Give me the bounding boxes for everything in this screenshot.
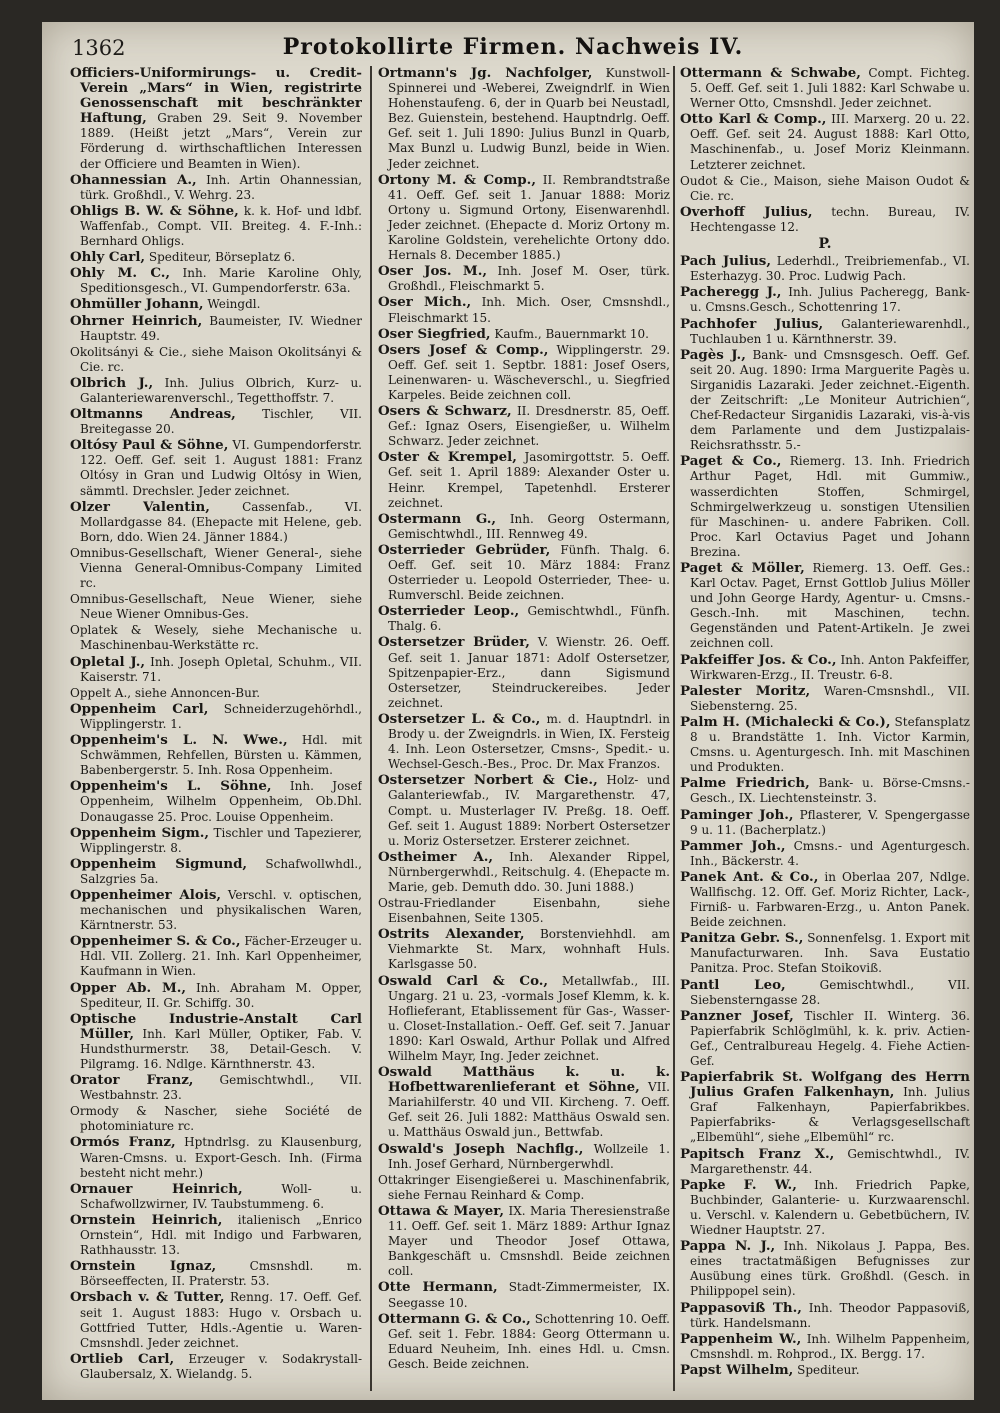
firm-entry — [70, 66, 362, 172]
firm-name: Officiers-Uniformirungs- u. Credit-Verein „Mars“ in Wien, registrirte Genossenschaft mit beschränkter Haftung, — [70, 66, 362, 127]
firm-details: Kunstwoll-Spinnerei und -Weberei, Zweigndrlf. in Wien Hohenstaufeng. 6, der in Quarb bei Neustadl, Bez. Guienstein, bestehend. Hauptndrlg. Oeff. Gef. seit 1. Juli 1890: Julius Bunzl in Quarb, Max Bunzl u. Ludwig Bunzl, beide in Wien. Jeder zeichnet. — [388, 66, 670, 171]
firm-entry — [680, 454, 970, 560]
firm-name: Panitza Gebr. S., — [680, 930, 804, 947]
firm-entry — [378, 173, 670, 264]
firm-entry — [70, 623, 362, 653]
firm-entry — [680, 1178, 970, 1238]
firm-details: Lederhdl., Treibriemenfab., VI. Esterhazyg. 30. Proc. Ludwig Pach. — [690, 254, 970, 284]
firm-name: Ostersetzer Norbert & Cie., — [378, 772, 598, 789]
firm-details: Hptndrlsg. zu Klausenburg, Waren-Cmsns. u. Export-Gesch. Inh. (Firma besteht nicht mehr.) — [80, 1135, 362, 1180]
firm-entry — [378, 712, 670, 772]
firm-name: Ornstein Heinrich, — [70, 1211, 223, 1228]
firm-entry — [70, 1012, 362, 1072]
firm-name: Ottawa & Mayer, — [378, 1202, 505, 1219]
firm-entry — [70, 345, 362, 375]
firm-details: Inh. Josef Oppenheim, Wilhelm Oppenheim, Ob.Dhl. Donaugasse 25. Proc. Louise Oppenheim. — [80, 779, 362, 824]
firm-name: Oppenheim's L. Söhne, — [70, 778, 272, 795]
column-left — [70, 66, 362, 1391]
firm-name: Papitsch Franz X., — [680, 1145, 835, 1162]
firm-details: m. d. Hauptndrl. in Brody u. der Zweigndrls. in Wien, IX. Fersteig 4. Inh. Leon Ostersetzer, Cmsns-, Spedit.- u. Wechsel-Gesch.-Bes., Proc. Dr. Max Franzos. — [388, 711, 670, 772]
firm-details: Inh. Anton Pakfeiffer, Wirkwaren-Erzg., II. Treustr. 6-8. — [690, 652, 970, 682]
firm-name: Panzner Josef, — [680, 1007, 794, 1024]
firm-name: Pammer Joh., — [680, 837, 786, 854]
firm-details: Wollzeile 1. Inh. Josef Gerhard, Nürnbergerwhdl. — [388, 1141, 670, 1171]
section-letter: P. — [818, 236, 832, 253]
firm-details: Weingdl. — [207, 297, 261, 312]
firm-entry — [70, 407, 362, 437]
firm-details: Ormody & Nascher, siehe Société de photominiature rc. — [70, 1104, 362, 1134]
column-right — [680, 66, 970, 1391]
firm-details: Borstenviehhdl. am Viehmarkte St. Marx, wohnhaft Huls. Karlsgasse 50. — [388, 927, 670, 972]
firm-details: italienisch „Enrico Ornstein“, Hdl. mit Indigo und Farbwaren, Rathhausstr. 13. — [80, 1212, 362, 1258]
firm-details: IX. Maria Theresienstraße 11. Oeff. Gef. seit 1. März 1889: Arthur Ignaz Mayer und Theodor Josef Ottawa, Bankgeschäft u. Cmsnshdl. Beide zeichnen coll. — [388, 1203, 670, 1279]
firm-details: Stadt-Zimmermeister, IX. Seegasse 10. — [388, 1280, 670, 1310]
firm-details: Inh. Georg Ostermann, Gemischtwhdl., III. Rennweg 49. — [388, 511, 670, 541]
firm-name: Oppenheim Carl, — [70, 700, 209, 717]
firm-details: Inh. Marie Karoline Ohly, Speditionsgesch., VI. Gumpendorferstr. 63a. — [80, 266, 362, 296]
firm-entry — [378, 512, 670, 542]
firm-details: Cmsnshdl. m. Börseeffecten, II. Praterstr. 53. — [80, 1259, 362, 1289]
firm-details: Schafwollwhdl., Salzgries 5a. — [80, 856, 362, 886]
firm-details: Wipplingerstr. 29. Oeff. Gef. seit 1. Septbr. 1881: Josef Osers, Leinenwaren- u. Wäscheverschl., u. Siegfried Karpeles. Beide zeichnen coll. — [388, 342, 670, 402]
firm-entry — [70, 1104, 362, 1134]
firm-name: Oser Mich., — [378, 294, 472, 311]
firm-details: Spediteur. — [797, 1362, 860, 1377]
firm-entry — [680, 839, 970, 869]
firm-details: Gemischtwhdl., VII. Westbahnstr. 23. — [80, 1073, 362, 1103]
firm-details: Inh. Theodor Pappasoviß, türk. Handelsmann. — [690, 1300, 970, 1330]
firm-details: in Oberlaa 207, Ndlge. Wallfischg. 12. Off. Gef. Moriz Richter, Lack-, Firniß- u. Farbwaren-Erzg., u. Anton Panek. Beide zeichnen. — [690, 869, 970, 930]
firm-details: Cmsns.- und Agenturgesch. Inh., Bäckerstr. 4. — [690, 838, 970, 868]
firm-entry — [378, 850, 670, 895]
firm-name: Ostersetzer L. & Co., — [378, 710, 541, 727]
firm-entry — [680, 1070, 970, 1145]
firm-details: Okolitsányi & Cie., siehe Maison Okolitsányi & Cie. rc. — [70, 344, 362, 374]
firm-name: Ottermann G. & Co., — [378, 1310, 531, 1327]
firm-details: Stefansplatz 8 u. Brandstätte 1. Inh. Victor Karmin, Cmsns. u. Agenturgesch. Inh. mit Maschinen und Produkten. — [690, 714, 970, 775]
firm-name: Otte Hermann, — [378, 1279, 498, 1296]
firm-name: Opletal J., — [70, 653, 146, 670]
firm-name: Orsbach v. & Tutter, — [70, 1289, 225, 1306]
firm-details: Schottenring 10. Oeff. Gef. seit 1. Febr. 1884: Georg Ottermann u. Eduard Neuheim, Inh. eines Hdl. u. Cmsn. Gesch. Beide zeichnen. — [388, 1311, 670, 1371]
firm-details: Tischler II. Winterg. 36. Papierfabrik Schlöglmühl, k. k. priv. Actien-Gef., Centralbureau Hegelg. 4. Fiehe Actien-Gef. — [690, 1008, 970, 1068]
firm-name: Ohly M. C., — [70, 265, 171, 282]
firm-entry — [70, 686, 362, 701]
firm-details: Fünfh. Thalg. 6. Oeff. Gef. seit 10. März 1884: Franz Osterrieder u. Leopold Osterrieder, Thee- u. Rumverschl. Beide zeichnen. — [388, 542, 670, 603]
firm-name: Papst Wilhelm, — [680, 1361, 794, 1378]
firm-entry — [378, 974, 670, 1065]
firm-entry — [70, 204, 362, 249]
firm-name: Ornstein Ignaz, — [70, 1258, 217, 1275]
firm-details: VII. Mariahilferstr. 40 und VII. Kircheng. 7. Oeff. Gef. seit 26. Juli 1882: Matthäus Oswald sen. u. Matthäus Oswald jun., Bettwfab. — [388, 1080, 670, 1140]
firm-entry — [70, 981, 362, 1011]
firm-entry — [70, 592, 362, 622]
firm-details: Oplatek & Wesely, siehe Mechanische u. Maschinenbau-Werkstätte rc. — [70, 623, 362, 653]
firm-name: Olzer Valentin, — [70, 498, 210, 515]
firm-name: Paget & Möller, — [680, 560, 805, 576]
firm-details: Inh. Nikolaus J. Pappa, Bes. eines tractatmäßigen Befugnisses zur Ausübung eines türk. Großhdl. (Gesch. in Philippopel sein). — [690, 1239, 970, 1299]
firm-name: Pantl Leo, — [680, 976, 786, 993]
firm-entry — [680, 1239, 970, 1299]
firm-details: Galanteriewarenhdl., Tuchlauben 1 u. Kärnthnerstr. 39. — [690, 316, 970, 346]
firm-details: Ostrau-Friedlander Eisenbahn, siehe Eisenbahnen, Seite 1305. — [378, 896, 670, 926]
firm-entry — [378, 1312, 670, 1372]
firm-details: Woll- u. Schafwollzwirner, IV. Taubstummeng. 6. — [80, 1181, 362, 1211]
firm-details: Fächer-Erzeuger u. Hdl. VII. Zollerg. 21. Inh. Karl Oppenheimer, Kaufmann in Wien. — [80, 934, 362, 979]
firm-name: Overhoff Julius, — [680, 203, 813, 220]
firm-name: Ortlieb Carl, — [70, 1350, 175, 1367]
firm-entry — [378, 635, 670, 710]
firm-name: Ortmann's Jg. Nachfolger, — [378, 66, 593, 81]
firm-entry — [70, 655, 362, 685]
firm-name: Ottermann & Schwabe, — [680, 66, 861, 81]
firm-name: Ormós Franz, — [70, 1134, 176, 1151]
firm-entry — [680, 653, 970, 683]
firm-name: Pappasoviß Th., — [680, 1299, 802, 1316]
firm-name: Olbrich J., — [70, 374, 154, 391]
firm-name: Ortony M. & Comp., — [378, 171, 536, 188]
firm-details: Schneiderzugehörhdl., Wipplingerstr. 1. — [80, 701, 362, 731]
firm-entry — [70, 888, 362, 933]
firm-name: Oster & Krempel, — [378, 449, 517, 466]
firm-name: Pachhofer Julius, — [680, 315, 824, 332]
firm-details: Baumeister, IV. Wiedner Hauptstr. 49. — [80, 313, 362, 343]
firm-name: Ornauer Heinrich, — [70, 1180, 243, 1197]
firm-name: Palester Moritz, — [680, 682, 811, 699]
firm-entry — [70, 1352, 362, 1382]
firm-details: Waren-Cmsnshdl., VII. Siebensterng. 25. — [690, 683, 970, 713]
firm-entry — [70, 1213, 362, 1258]
firm-entry — [70, 779, 362, 824]
firm-name: Osers & Schwarz, — [378, 403, 512, 420]
firm-name: Osers Josef & Comp., — [378, 341, 549, 358]
firm-entry — [378, 450, 670, 510]
firm-details: V. Wienstr. 26. Oeff. Gef. seit 1. Januar 1871: Adolf Ostersetzer, Spitzenpapier-Erz., dann Sigismund Ostersetzer, Steindruckereibes. Jeder zeichnet. — [388, 635, 670, 710]
firm-name: Oswald Carl & Co., — [378, 972, 549, 989]
firm-entry — [680, 348, 970, 454]
firm-details: Sonnenfelsg. 1. Export mit Manufacturwaren. Inh. Sava Eustatio Panitza. Proc. Stefan Stoikoviß. — [690, 931, 970, 976]
firm-entry — [378, 327, 670, 342]
firm-details: techn. Bureau, IV. Hechtengasse 12. — [690, 204, 970, 234]
firm-details: Kaufm., Bauernmarkt 10. — [494, 326, 649, 341]
firm-details: Metallwfab., III. Ungarg. 21 u. 23, -vormals Josef Klemm, k. k. Hoflieferant, Etablissement für Gas-, Wasser- u. Closet-Installation.- Oeff. Gef. seit 7. Januar 1890: Karl Oswald, Arthur Pollak und Alfred Wilhelm Mayr, Ing. Jeder zeichnet. — [388, 973, 670, 1063]
firm-entry — [680, 1009, 970, 1069]
firm-entry — [680, 317, 970, 347]
firm-entry — [378, 927, 670, 972]
firm-entry — [680, 978, 970, 1008]
firm-entry — [70, 314, 362, 344]
firm-details: Jasomirgottstr. 5. Oeff. Gef. seit 1. April 1889: Alexander Oster u. Heinr. Krempel, Tapetenhdl. Ersterer zeichnet. — [388, 450, 670, 510]
firm-name: Optische Industrie-Anstalt Carl Müller, — [70, 1010, 362, 1042]
firm-details: Renng. 17. Oeff. Gef. seit 1. August 1883: Hugo v. Orsbach u. Gottfried Tutter, Hdls.-Agentie u. Waren-Cmsnshdl. Jeder zeichnet. — [80, 1290, 362, 1350]
firm-entry — [70, 250, 362, 265]
firm-details: Inh. Julius Olbrich, Kurz- u. Galanteriewarenverschl., Tegetthoffstr. 7. — [80, 375, 362, 405]
firm-entry — [70, 826, 362, 856]
page-header — [72, 32, 954, 68]
firm-details: Compt. Fichteg. 5. Oeff. Gef. seit 1. Juli 1882: Karl Schwabe u. Werner Otto, Cmsnshdl. Jeder zeichnet. — [690, 66, 970, 111]
firm-details: Graben 29. Seit 9. November 1889. (Heißt jetzt „Mars“, Verein zur Förderung d. wirthschaftlichen Interessen der Officiere und Beamten in Wien). — [80, 111, 362, 171]
firm-entry — [70, 500, 362, 545]
column-middle — [378, 66, 670, 1391]
firm-name: Oltósy Paul & Söhne, — [70, 437, 229, 454]
firm-entry — [70, 857, 362, 887]
firm-details: Inh. Abraham M. Opper, Spediteur, II. Gr. Schiffg. 30. — [80, 980, 362, 1010]
firm-entry — [70, 1290, 362, 1350]
firm-name: Pagès J., — [680, 346, 746, 363]
firm-entry — [70, 376, 362, 406]
firm-details: Inh. Artin Ohannessian, türk. Großhdl., V. Wehrg. 23. — [80, 172, 362, 202]
firm-name: Palme Friedrich, — [680, 775, 810, 792]
firm-entry — [680, 808, 970, 838]
firm-entry — [378, 1173, 670, 1203]
firm-details: Bank- u. Börse-Cmsns.-Gesch., IX. Liechtensteinstr. 3. — [690, 776, 970, 806]
firm-name: Oppenheim Sigmund, — [70, 855, 248, 872]
firm-entry — [378, 66, 670, 172]
firm-name: Pappa N. J., — [680, 1238, 776, 1255]
firm-details: Gemischtwhdl., Fünfh. Thalg. 6. — [388, 604, 670, 634]
firm-name: Osterrieder Gebrüder, — [378, 541, 551, 558]
columns — [70, 66, 970, 1391]
column-rule — [673, 66, 675, 1391]
firm-entry — [680, 684, 970, 714]
firm-details: Inh. Friedrich Papke, Buchbinder, Galanterie- u. Kurzwaarenschl. u. Verschl. v. Kalendern u. Gebetbüchern, IV. Wiedner Hauptstr. 27. — [690, 1177, 970, 1238]
firm-entry — [70, 546, 362, 591]
firm-name: Ohly Carl, — [70, 249, 146, 266]
firm-details: Hdl. mit Schwämmen, Rehfellen, Bürsten u. Kämmen, Babenbergerstr. 5. Inh. Rosa Oppenheim. — [80, 733, 362, 778]
firm-details: Spediteur, Börseplatz 6. — [148, 250, 296, 265]
firm-entry — [378, 343, 670, 403]
firm-entry — [378, 1142, 670, 1172]
firm-entry — [378, 295, 670, 325]
firm-name: Oppenheim's L. N. Wwe., — [70, 732, 288, 749]
firm-name: Ohligs B. W. & Söhne, — [70, 202, 239, 219]
firm-name: Pacheregg J., — [680, 284, 782, 301]
firm-details: Riemerg. 13. Oeff. Ges.: Karl Octav. Paget, Ernst Gottlob Julius Möller und John George Hardy, Agentur- u. Cmsns.-Gesch.-Inh. mit Maschinen, techn. Gegenständen und Patent-Artikeln. Je zwei zeichnen coll. — [690, 561, 970, 651]
firm-entry — [680, 931, 970, 976]
firm-details: Inh. Josef M. Oser, türk. Großhdl., Fleischmarkt 5. — [388, 264, 670, 294]
firm-details: Inh. Joseph Opletal, Schuhm., VII. Kaiserstr. 71. — [80, 654, 362, 684]
firm-details: Tischler, VII. Breitegasse 20. — [80, 407, 362, 437]
firm-details: Holz- und Galanteriewfab., IV. Margarethenstr. 47, Compt. u. Musterlager IV. Preßg. 18. Oeff. Gef. seit 1. August 1889: Norbert Ostersetzer u. Moriz Ostersetzer. Ersterer zeichnet. — [388, 773, 670, 848]
firm-name: Ostermann G., — [378, 510, 497, 527]
firm-details: Tischler und Tapezierer, Wipplingerstr. 8. — [80, 825, 362, 855]
firm-name: Otto Karl & Comp., — [680, 111, 827, 128]
firm-details: III. Marxerg. 20 u. 22. Oeff. Gef. seit 24. August 1888: Karl Otto, Maschinenfab., u. Josef Moriz Kleinmann. Letzterer zeichnet. — [690, 112, 970, 172]
firm-name: Oppenheimer Alois, — [70, 886, 222, 903]
firm-name: Palm H. (Michalecki & Co.), — [680, 713, 891, 730]
firm-entry — [680, 174, 970, 204]
firm-entry — [680, 870, 970, 930]
firm-entry — [70, 733, 362, 778]
firm-entry — [70, 438, 362, 498]
firm-details: Omnibus-Gesellschaft, Wiener General-, siehe Vienna General-Omnibus-Company Limited rc. — [70, 545, 362, 591]
firm-details: Verschl. v. optischen, mechanischen und physikalischen Waren, Kärntnerstr. 53. — [80, 887, 362, 933]
page-number: 1362 — [72, 36, 126, 60]
firm-details: VI. Gumpendorferstr. 122. Oeff. Gef. seit 1. August 1881: Franz Oltósy in Gran und Ludwig Oltósy in Wien, sämmtl. Drechsler. Jeder zeichnet. — [80, 438, 362, 498]
firm-details: k. k. Hof- und ldbf. Waffenfab., Compt. VII. Breiteg. 4. F.-Inh.: Bernhard Ohligs. — [80, 203, 362, 249]
firm-details: Inh. Julius Pacheregg, Bank- u. Cmsns.Gesch., Schottenring 17. — [690, 285, 970, 315]
firm-name: Pakfeiffer Jos. & Co., — [680, 651, 837, 668]
firm-name: Orator Franz, — [70, 1072, 194, 1089]
directory-page — [42, 22, 974, 1400]
firm-entry — [378, 896, 670, 926]
firm-entry — [680, 205, 970, 235]
firm-entry — [680, 561, 970, 652]
firm-entry — [70, 173, 362, 203]
firm-name: Oppenheim Sigm., — [70, 824, 210, 841]
firm-name: Ostersetzer Brüder, — [378, 634, 530, 651]
firm-name: Ohrner Heinrich, — [70, 312, 203, 329]
firm-entry — [680, 776, 970, 806]
firm-name: Pappenheim W., — [680, 1330, 802, 1347]
firm-details: Omnibus-Gesellschaft, Neue Wiener, siehe Neue Wiener Omnibus-Ges. — [70, 592, 362, 622]
firm-details: II. Rembrandtstraße 41. Oeff. Gef. seit 1. Januar 1888: Moriz Ortony u. Sigmund Ortony, Eisenwarenhdl. Jeder zeichnet. (Ehepacte d. Moriz Ortony m. Karoline Goldstein, verehelichte Ortony ddo. Hernals 8. December 1885.) — [388, 172, 670, 263]
running-title: Protokollirte Firmen. Nachweis IV. — [282, 34, 744, 60]
firm-details: Oppelt A., siehe Annoncen-Bur. — [70, 685, 261, 700]
firm-name: Oltmanns Andreas, — [70, 406, 236, 423]
firm-entry — [378, 264, 670, 294]
firm-entry — [378, 1280, 670, 1310]
firm-name: Panek Ant. & Co., — [680, 868, 819, 885]
firm-entry — [680, 66, 970, 111]
firm-entry — [680, 715, 970, 775]
firm-entry — [378, 1204, 670, 1279]
firm-details: Riemerg. 13. Inh. Friedrich Arthur Paget, Hdl. mit Gummiw., wasserdichten Stoffen, Schmirgel, Schmirgelwerkzeug u. sonstigen Utensilien für Maschinen- u. andere Fabriken. Coll. Proc. Karl Octavius Paget und Johann Brezina. — [690, 454, 970, 559]
firm-entry — [378, 404, 670, 449]
firm-details: Inh. Alexander Rippel, Nürnbergerwhdl., Reitschulg. 4. (Ehepacte m. Marie, geb. Demuth ddo. 30. Juni 1888.) — [388, 849, 670, 894]
firm-details: Oudot & Cie., Maison, siehe Maison Oudot & Cie. rc. — [680, 173, 970, 203]
firm-name: Oser Siegfried, — [378, 325, 491, 342]
firm-name: Oswald Matthäus k. u. k. Hofbettwarenlieferant et Söhne, — [378, 1064, 670, 1096]
firm-details: Gemischtwhdl., IV. Margarethenstr. 44. — [690, 1146, 970, 1176]
firm-entry — [70, 934, 362, 979]
firm-details: Cassenfab., VI. Mollardgasse 84. (Ehepacte mit Helene, geb. Born, ddo. Wien 24. Jänner 1884.) — [80, 499, 362, 544]
firm-entry — [70, 702, 362, 732]
firm-details: Pflasterer, V. Spengergasse 9 u. 11. (Bacherplatz.) — [690, 807, 970, 837]
firm-name: Oswald's Joseph Nachflg., — [378, 1140, 584, 1157]
firm-details: Inh. Karl Müller, Optiker, Fab. V. Hundsthurmerstr. 38, Detail-Gesch. V. Pilgramg. 16. Ndlge. Kärnthnerstr. 43. — [80, 1026, 362, 1071]
firm-name: Papierfabrik St. Wolfgang des Herrn Julius Grafen Falkenhayn, — [680, 1069, 970, 1101]
firm-entry — [378, 604, 670, 634]
firm-details: Inh. Julius Graf Falkenhayn, Papierfabrikbes. Papierfabriks- & Verlagsgesellschaft „Elbemühl“, siehe „Elbemühl“ rc. — [690, 1085, 970, 1145]
firm-details: Inh. Mich. Oser, Cmsnshdl., Fleischmarkt 15. — [388, 295, 670, 325]
firm-entry — [70, 266, 362, 296]
firm-name: Paminger Joh., — [680, 806, 794, 823]
firm-entry — [70, 1073, 362, 1103]
firm-entry — [70, 297, 362, 312]
firm-entry — [680, 254, 970, 284]
firm-details: Gemischtwhdl., VII. Siebensterngasse 28. — [690, 977, 970, 1007]
firm-entry — [70, 1182, 362, 1212]
firm-entry — [378, 1065, 670, 1140]
firm-name: Ohannessian A., — [70, 171, 197, 188]
firm-entry — [680, 112, 970, 172]
firm-name: Oser Jos. M., — [378, 263, 488, 280]
firm-details: Ottakringer Eisengießerei u. Maschinenfabrik, siehe Fernau Reinhard & Comp. — [378, 1172, 670, 1202]
firm-details: Bank- und Cmsnsgesch. Oeff. Gef. seit 20. Aug. 1890: Irma Marguerite Pagès u. Sirganidis Lazaraki. Jeder zeichnet.-Eigenth. der Zeitschrift: „Le Moniteur Autrichien“, Chef-Redacteur Sirganidis Lazaraki, vis-à-vis dem Parlamente und dem Justizpalais- Reichsrathsstr. 5.- — [690, 347, 970, 453]
firm-entry — [680, 1363, 970, 1378]
firm-details: Erzeuger v. Sodakrystall-Glaubersalz, X. Wielandg. 5. — [80, 1351, 362, 1381]
firm-entry — [378, 543, 670, 603]
firm-entry — [70, 1259, 362, 1289]
firm-entry — [70, 1135, 362, 1180]
firm-entry — [378, 773, 670, 848]
firm-name: Oppenheimer S. & Co., — [70, 933, 241, 950]
firm-details: Inh. Wilhelm Pappenheim, Cmsnshdl. m. Rohprod., IX. Bergg. 17. — [690, 1331, 970, 1361]
firm-name: Pach Julius, — [680, 253, 772, 270]
firm-name: Paget & Co., — [680, 453, 782, 470]
firm-entry — [680, 285, 970, 315]
firm-entry — [680, 1301, 970, 1331]
firm-name: Papke F. W., — [680, 1176, 797, 1193]
firm-entry — [680, 1147, 970, 1177]
firm-name: Ohmüller Johann, — [70, 296, 204, 313]
firm-entry — [680, 1332, 970, 1362]
firm-details: II. Dresdnerstr. 85, Oeff. Gef.: Ignaz Osers, Eisengießer, u. Wilhelm Schwarz. Jeder zeichnet. — [388, 404, 670, 449]
firm-name: Opper Ab. M., — [70, 979, 187, 996]
firm-name: Osterrieder Leop., — [378, 603, 520, 620]
column-rule — [370, 66, 372, 1391]
firm-name: Ostrits Alexander, — [378, 926, 525, 943]
firm-name: Ostheimer A., — [378, 848, 494, 865]
